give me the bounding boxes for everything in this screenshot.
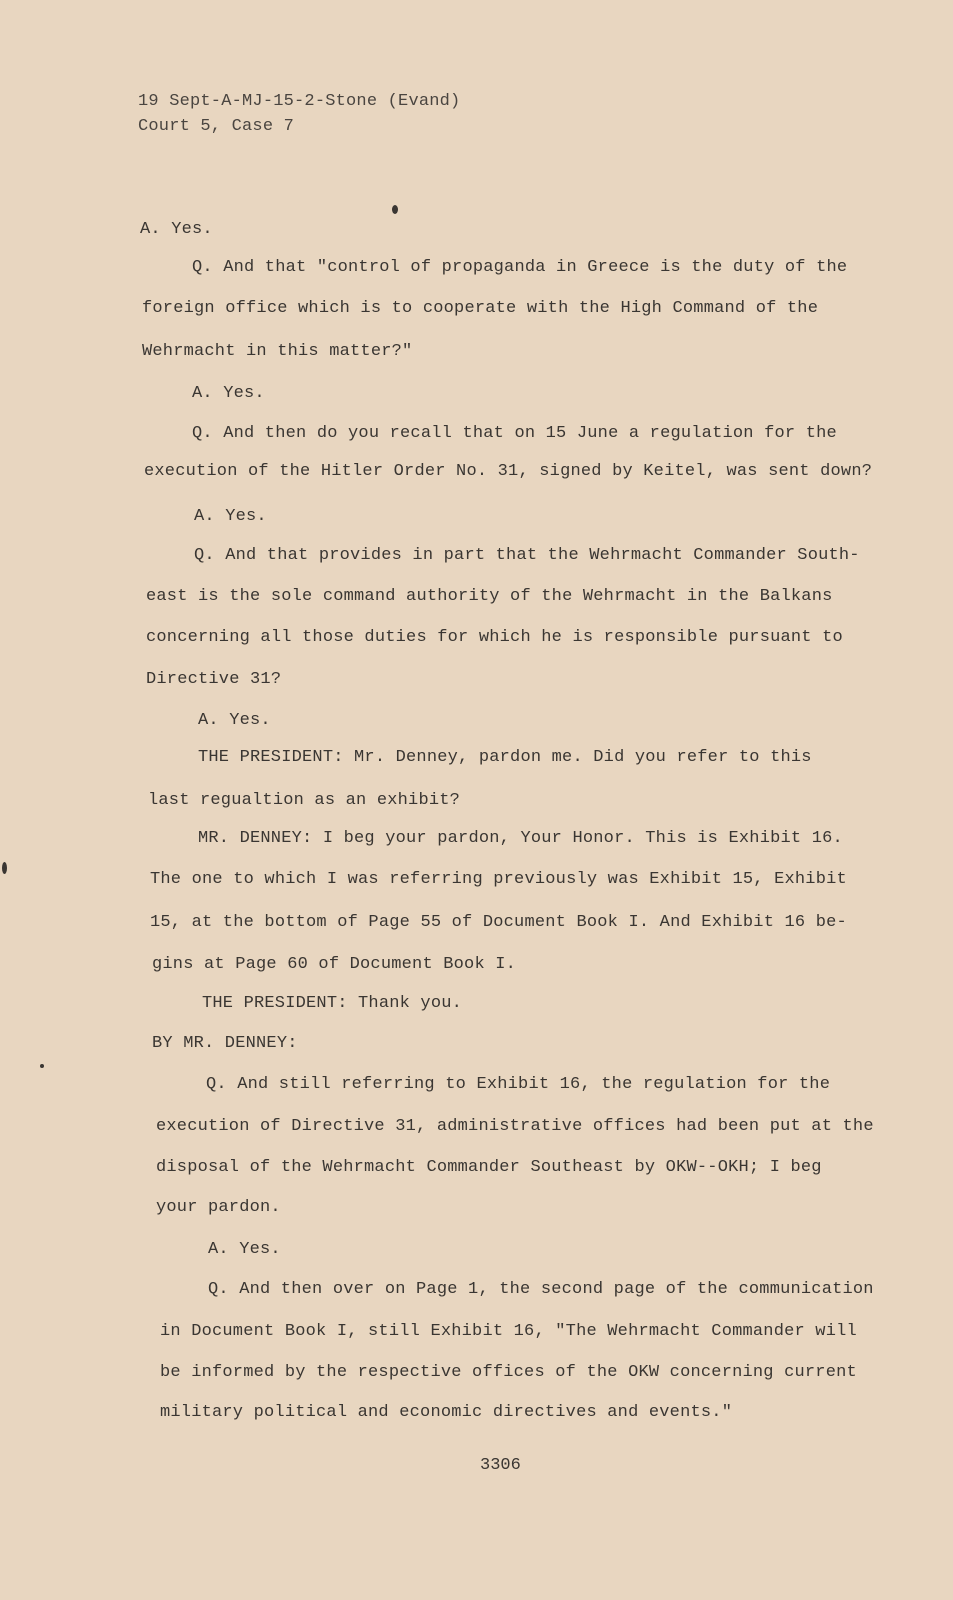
transcript-line: BY MR. DENNEY: [152, 1034, 298, 1053]
transcript-line: in Document Book I, still Exhibit 16, "The Wehrmacht Commander will [160, 1322, 857, 1341]
transcript-line: disposal of the Wehrmacht Commander Southeast by OKW--OKH; I beg [156, 1158, 822, 1177]
transcript-line: A. Yes. [208, 1240, 281, 1259]
transcript-line: last regualtion as an exhibit? [148, 791, 461, 810]
paper-speck [2, 862, 7, 874]
transcript-line: A. Yes. [194, 507, 267, 526]
transcript-line: 15, at the bottom of Page 55 of Document Book I. And Exhibit 16 be- [150, 913, 847, 932]
page-number: 3306 [480, 1456, 521, 1475]
transcript-line: MR. DENNEY: I beg your pardon, Your Honor. This is Exhibit 16. [198, 829, 843, 848]
transcript-line: THE PRESIDENT: Thank you. [202, 994, 463, 1013]
transcript-line: A. Yes. [140, 220, 213, 239]
transcript-line: The one to which I was referring previously was Exhibit 15, Exhibit [150, 870, 847, 889]
transcript-line: Q. And then do you recall that on 15 June a regulation for the [192, 424, 837, 443]
transcript-line: Q. And that provides in part that the Wehrmacht Commander South- [194, 546, 860, 565]
transcript-line: Q. And that "control of propaganda in Greece is the duty of the [192, 258, 848, 277]
transcript-line: execution of Directive 31, administrative offices had been put at the [156, 1117, 874, 1136]
transcript-line: Wehrmacht in this matter?" [142, 342, 413, 361]
transcript-line: gins at Page 60 of Document Book I. [152, 955, 517, 974]
transcript-line: Q. And then over on Page 1, the second page of the communication [208, 1280, 874, 1299]
transcript-line: A. Yes. [198, 711, 271, 730]
transcript-line: your pardon. [156, 1198, 281, 1217]
transcript-line: THE PRESIDENT: Mr. Denney, pardon me. Did you refer to this [198, 748, 812, 767]
paper-speck [392, 205, 398, 214]
transcript-line: A. Yes. [192, 384, 265, 403]
transcript-line: foreign office which is to cooperate with the High Command of the [142, 299, 819, 318]
transcript-line: east is the sole command authority of the Wehrmacht in the Balkans [146, 587, 833, 606]
transcript-line: military political and economic directives and events." [160, 1403, 733, 1422]
transcript-line: concerning all those duties for which he is responsible pursuant to [146, 628, 843, 647]
transcript-line: Directive 31? [146, 670, 282, 689]
transcript-line: execution of the Hitler Order No. 31, signed by Keitel, was sent down? [144, 462, 873, 481]
paper-speck [40, 1064, 44, 1068]
transcript-line: Q. And still referring to Exhibit 16, the regulation for the [206, 1075, 831, 1094]
header-line-1: 19 Sept-A-MJ-15-2-Stone (Evand) [138, 92, 461, 111]
transcript-line: be informed by the respective offices of the OKW concerning current [160, 1363, 857, 1382]
header-line-2: Court 5, Case 7 [138, 117, 295, 136]
